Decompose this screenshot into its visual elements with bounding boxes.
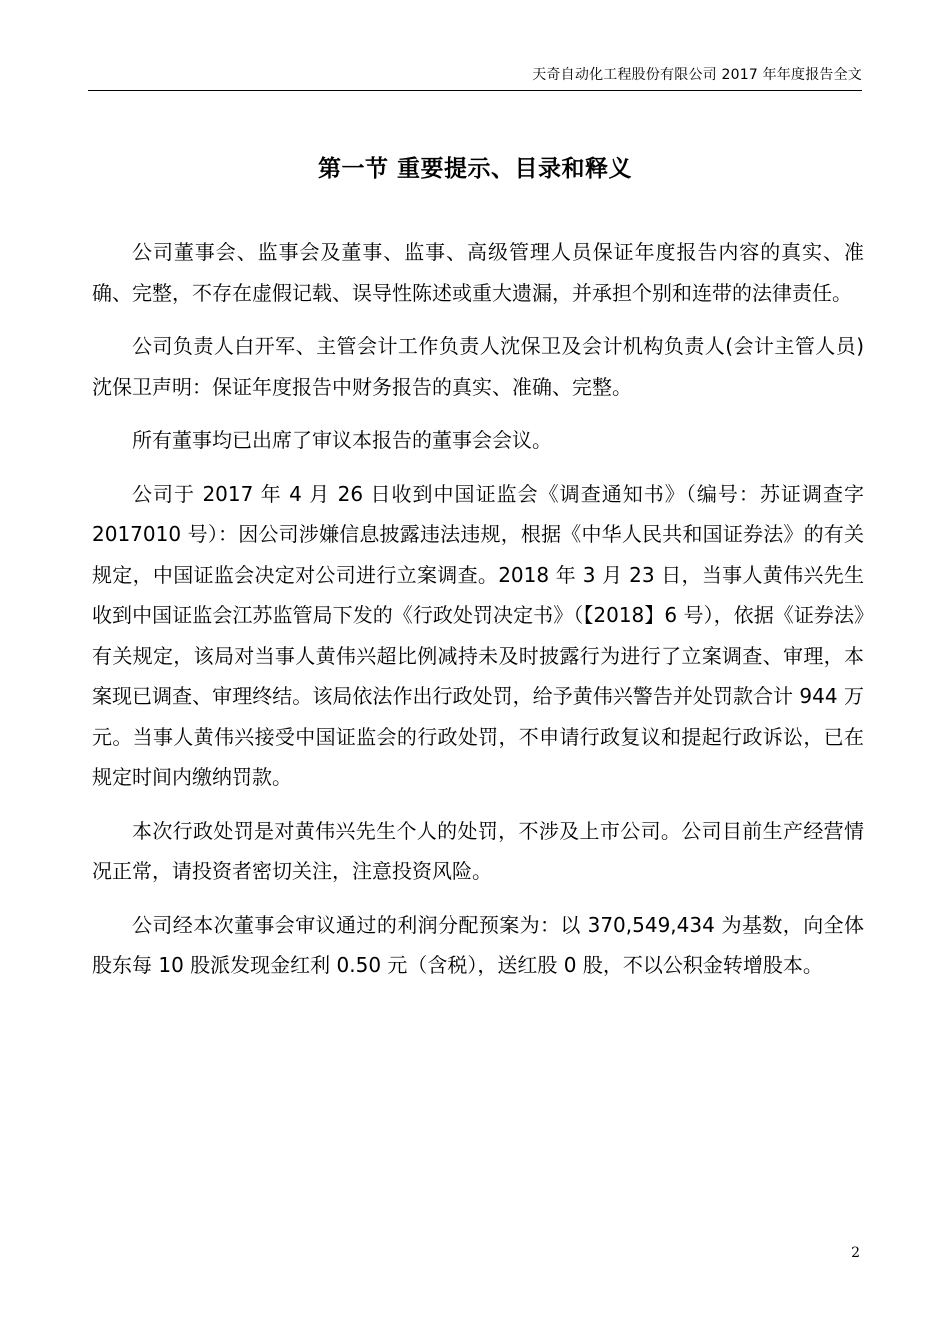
paragraph-financial-declaration: 公司负责人白开军、主管会计工作负责人沈保卫及会计机构负责人(会计主管人员)沈保卫声明：保证年度报告中财务报告的真实、准确、完整。: [92, 334, 864, 399]
section-title: 第一节 重要提示、目录和释义: [317, 156, 632, 182]
paragraph-director-attendance: 所有董事均已出席了审议本报告的董事会会议。: [132, 428, 552, 452]
header-title: 天奇自动化工程股份有限公司 2017 年年度报告全文: [532, 67, 862, 83]
body-text: [92, 232, 864, 986]
paragraph-profit-distribution: 公司经本次董事会审议通过的利润分配预案为：以 370,549,434 为基数，向全体股东每 10 股派发现金红利 0.50 元（含税），送红股 0 股，不以公积金转增股本。: [92, 912, 864, 977]
page-header: [88, 62, 862, 91]
paragraph-responsibility-statement: 公司董事会、监事会及董事、监事、高级管理人员保证年度报告内容的真实、准确、完整，不存在虚假记载、误导性陈述或重大遗漏，并承担个别和连带的法律责任。: [92, 240, 864, 305]
paragraph-penalty-scope: 本次行政处罚是对黄伟兴先生个人的处罚，不涉及上市公司。公司目前生产经营情况正常，请投资者密切关注，注意投资风险。: [92, 818, 864, 883]
page-number: 2: [851, 1245, 860, 1261]
paragraph-investigation-notice: 公司于 2017 年 4 月 26 日收到中国证监会《调查通知书》（编号：苏证调查字 2017010 号）：因公司涉嫌信息披露违法违规，根据《中华人民共和国证券法》的有关规定，中国证监会决定对公司进行立案调查。2018 年 3 月 23 日，当事人黄伟兴先生收到中国证监会江苏监管局下发的《行政处罚决定书》（【2018】6 号），依据《证券法》有关规定，该局对当事人黄伟兴超比例减持未及时披露行为进行了立案调查、审理，本案现已调查、审理终结。该局依法作出行政处罚，给予黄伟兴警告并处罚款合计 944 万元。当事人黄伟兴接受中国证监会的行政处罚，不申请行政复议和提起行政诉讼，已在规定时间内缴纳罚款。: [92, 481, 864, 789]
